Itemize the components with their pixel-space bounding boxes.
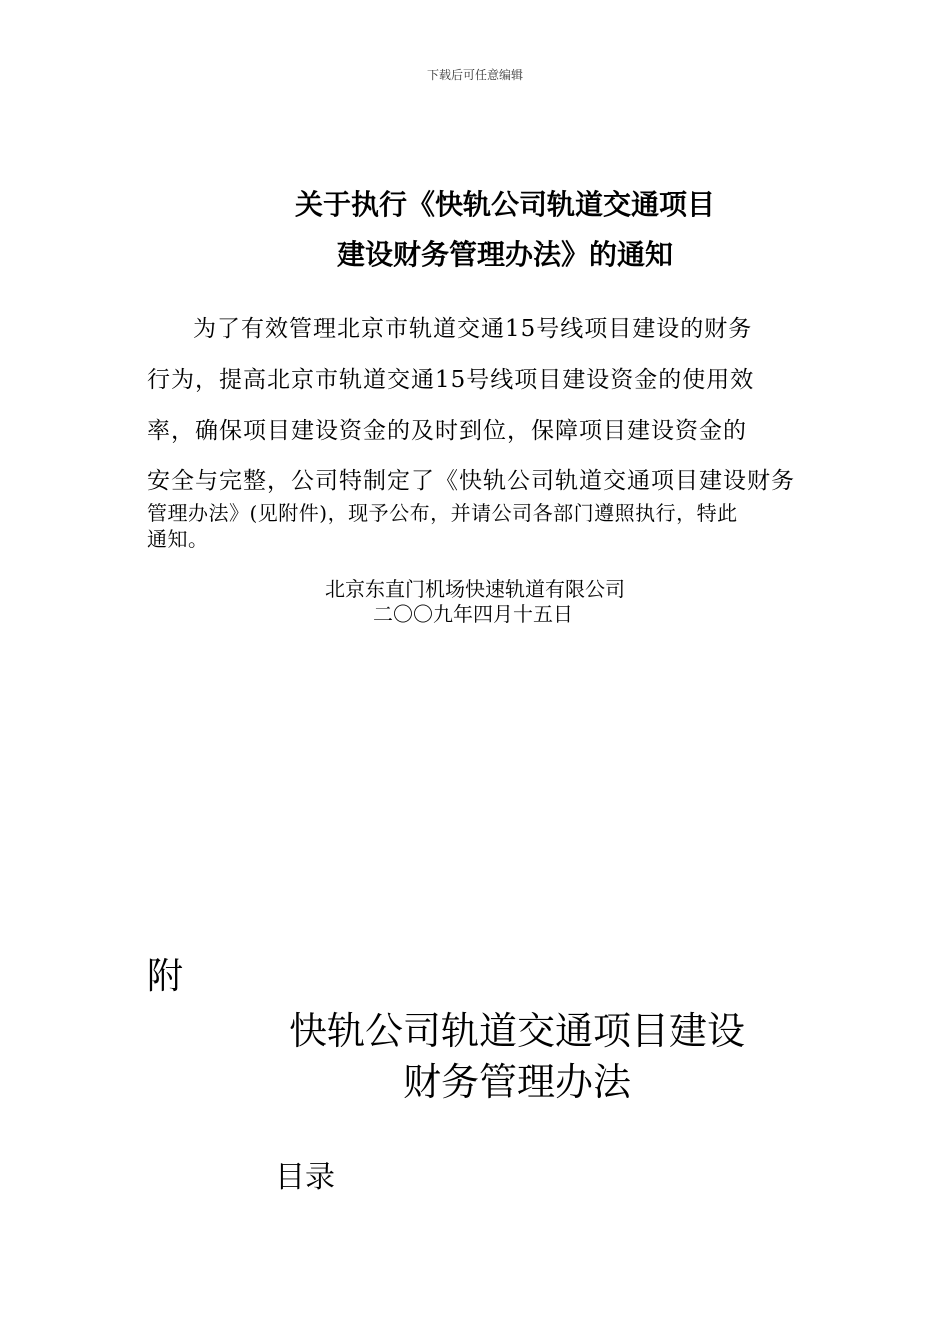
- notice-body-line-1: 为了有效管理北京市轨道交通15号线项目建设的财务: [193, 316, 753, 342]
- attachment-title-line-2: 财务管理办法: [402, 1060, 631, 1104]
- notice-title-line-2: 建设财务管理办法》的通知: [336, 238, 673, 271]
- toc-heading: 目录: [275, 1160, 335, 1195]
- notice-body-line-2: 行为，提高北京市轨道交通15号线项目建设资金的使用效: [147, 367, 755, 393]
- signature-date: 二〇〇九年四月十五日: [373, 602, 573, 626]
- notice-body-line-5: 管理办法》(见附件)，现予公布，并请公司各部门遵照执行，特此: [147, 501, 738, 525]
- notice-body-line-6: 通知。: [147, 527, 209, 551]
- attachment-title-line-1: 快轨公司轨道交通项目建设: [288, 1009, 745, 1053]
- notice-title-line-1: 关于执行《快轨公司轨道交通项目: [294, 188, 715, 221]
- notice-body-line-4: 安全与完整，公司特制定了《快轨公司轨道交通项目建设财务: [147, 468, 795, 494]
- notice-body-line-3: 率，确保项目建设资金的及时到位，保障项目建设资金的: [147, 418, 747, 444]
- attachment-mark: 附: [147, 956, 184, 997]
- signature-organization: 北京东直门机场快速轨道有限公司: [325, 577, 625, 601]
- header-note: 下载后可任意编辑: [426, 68, 523, 82]
